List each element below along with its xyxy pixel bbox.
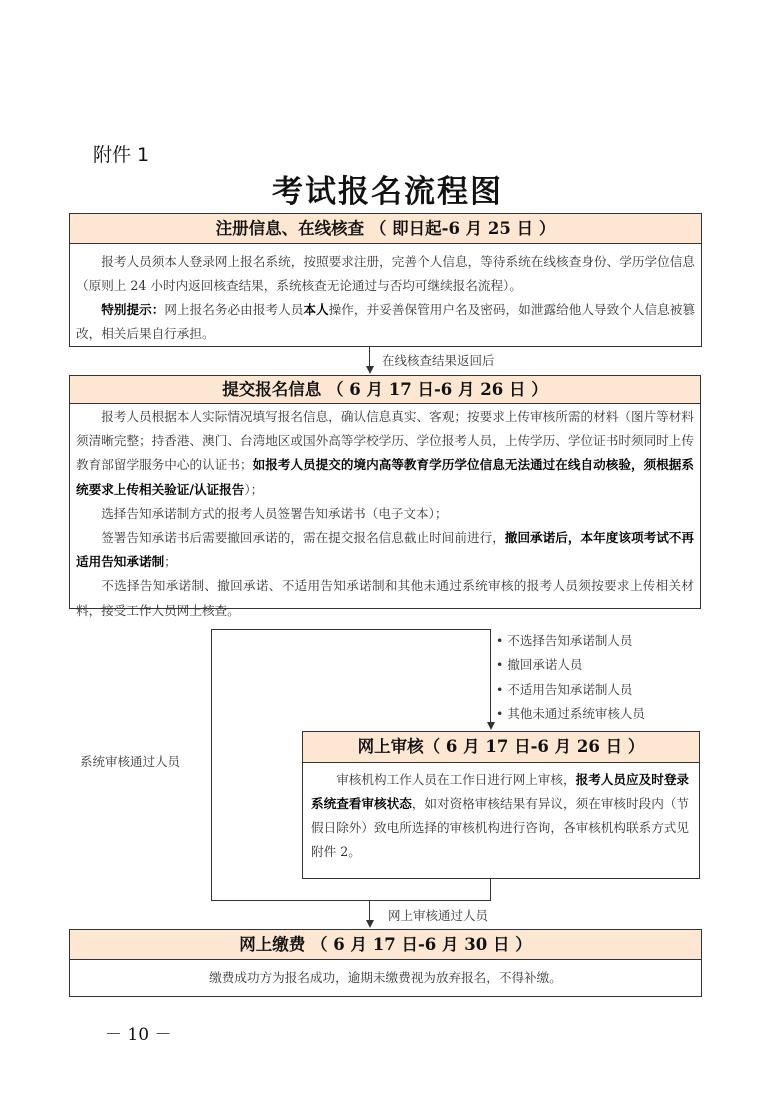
step-review-heading: 网上审核（ 6 月 17 日-6 月 26 日 ） <box>303 732 699 763</box>
arrow-3-label: 网上审核通过人员 <box>388 908 489 923</box>
review-text-bold: 报考人员应及时登录系统查看审核状态 <box>311 772 690 811</box>
step-register-heading: 注册信息、在线核查 （ 即日起-6 月 25 日 ） <box>70 214 701 244</box>
branch-right-line <box>490 629 491 723</box>
step-payment-box <box>69 929 702 997</box>
branch-bottom-line <box>211 900 491 901</box>
tip-text-a: 网上报名务必由报考人员 <box>164 302 304 317</box>
step-review-text <box>311 768 689 864</box>
branch-top-line <box>211 629 491 630</box>
page-number: － 10 － <box>105 1025 172 1045</box>
arrow-3-line <box>369 901 370 921</box>
branch-right-item: • 其他未通过系统审核人员 <box>496 702 645 726</box>
step-payment-heading: 网上缴费 （ 6 月 17 日-6 月 30 日 ） <box>70 930 701 960</box>
step-payment-text: 缴费成功方为报名成功，逾期未缴费视为放弃报名，不得补缴。 <box>209 970 562 985</box>
arrow-1-line <box>369 347 370 367</box>
submit-para-1-a: 报考人员根据本人实际情况填写报名信息，确认信息真实、客观；按要求上传审核所需的材料（图片等材料须清晰完整；持香港、澳门、台湾地区或国外高等学校学历、学位报考人员，上传学历、学位证书时须同时上传教育部留学服务中心的认证书； <box>76 409 694 473</box>
arrow-1-head <box>366 366 374 374</box>
step-submit-body <box>70 404 700 623</box>
review-text-a: 审核机构工作人员在工作日进行网上审核， <box>336 772 576 787</box>
step-submit-heading: 提交报名信息 （ 6 月 17 日-6 月 26 日 ） <box>70 376 700 404</box>
step-register-tip <box>76 298 695 346</box>
branch-right-arrow-head <box>487 722 495 730</box>
review-text-b: ，如对资格审核结果有异议，须在审核时段内（节假日除外）致电所选择的审核机构进行咨询，各审核机构联系方式见附件 2。 <box>311 796 690 859</box>
step-review-box <box>302 731 700 879</box>
branch-left-label: 系统审核通过人员 <box>80 754 181 769</box>
submit-para-1-b: ）； <box>244 481 264 497</box>
branch-right-item: • 不适用告知承诺制人员 <box>496 678 645 702</box>
arrow-1-label: 在线核查结果返回后 <box>382 353 495 368</box>
step-submit-para-3 <box>76 526 694 574</box>
tip-text-b: 操作，并妥善保管用户名及密码，如泄露给他人导致个人信息被篡改，相关后果自行承担。 <box>76 302 696 341</box>
tip-label: 特别提示： <box>101 302 165 317</box>
step-register-body <box>70 244 701 346</box>
arrow-3-head <box>366 920 374 928</box>
step-submit-para-1 <box>76 405 694 502</box>
page-title: 考试报名流程图 <box>272 174 503 210</box>
branch-right-item: • 不选择告知承诺制人员 <box>496 629 645 653</box>
step-submit-para-2: 选择告知承诺制方式的报考人员签署告知承诺书（电子文本）； <box>101 505 448 521</box>
step-register-text: 报考人员须本人登录网上报名系统，按照要求注册，完善个人信息，等待系统在线核查身份、学历学位信息（原则上 24 小时内返回核查结果，系统核查无论通过与否均可继续报名流程）。 <box>76 254 695 293</box>
step-register-box <box>69 213 702 347</box>
attachment-label: 附件 1 <box>93 144 150 166</box>
branch-right-list <box>496 629 645 726</box>
step-submit-para-4: 不选择告知承诺制、撤回承诺、不适用告知承诺制和其他未通过系统审核的报考人员须按要求上传相关材料，接受工作人员网上核查。 <box>76 578 694 618</box>
step-submit-box <box>69 375 701 618</box>
step-payment-body <box>70 960 701 990</box>
branch-right-item: • 撤回承诺人员 <box>496 653 645 677</box>
submit-para-3-bold: 撤回承诺后，本年度该项考试不再适用告知承诺制 <box>76 530 695 570</box>
submit-para-3-a: 签署告知承诺书后需要撤回承诺的，需在提交报名信息截止时间前进行， <box>101 530 505 546</box>
submit-para-3-b: ； <box>164 554 177 570</box>
branch-left-line <box>211 629 212 901</box>
branch-return-line <box>490 878 491 901</box>
step-review-body <box>303 763 699 864</box>
submit-para-1-bold: 如报考人员提交的境内高等教育学历学位信息无法通过在线自动核验，须根据系统要求上传相关验证/认证报告 <box>76 457 695 497</box>
tip-bold: 本人 <box>303 302 329 317</box>
